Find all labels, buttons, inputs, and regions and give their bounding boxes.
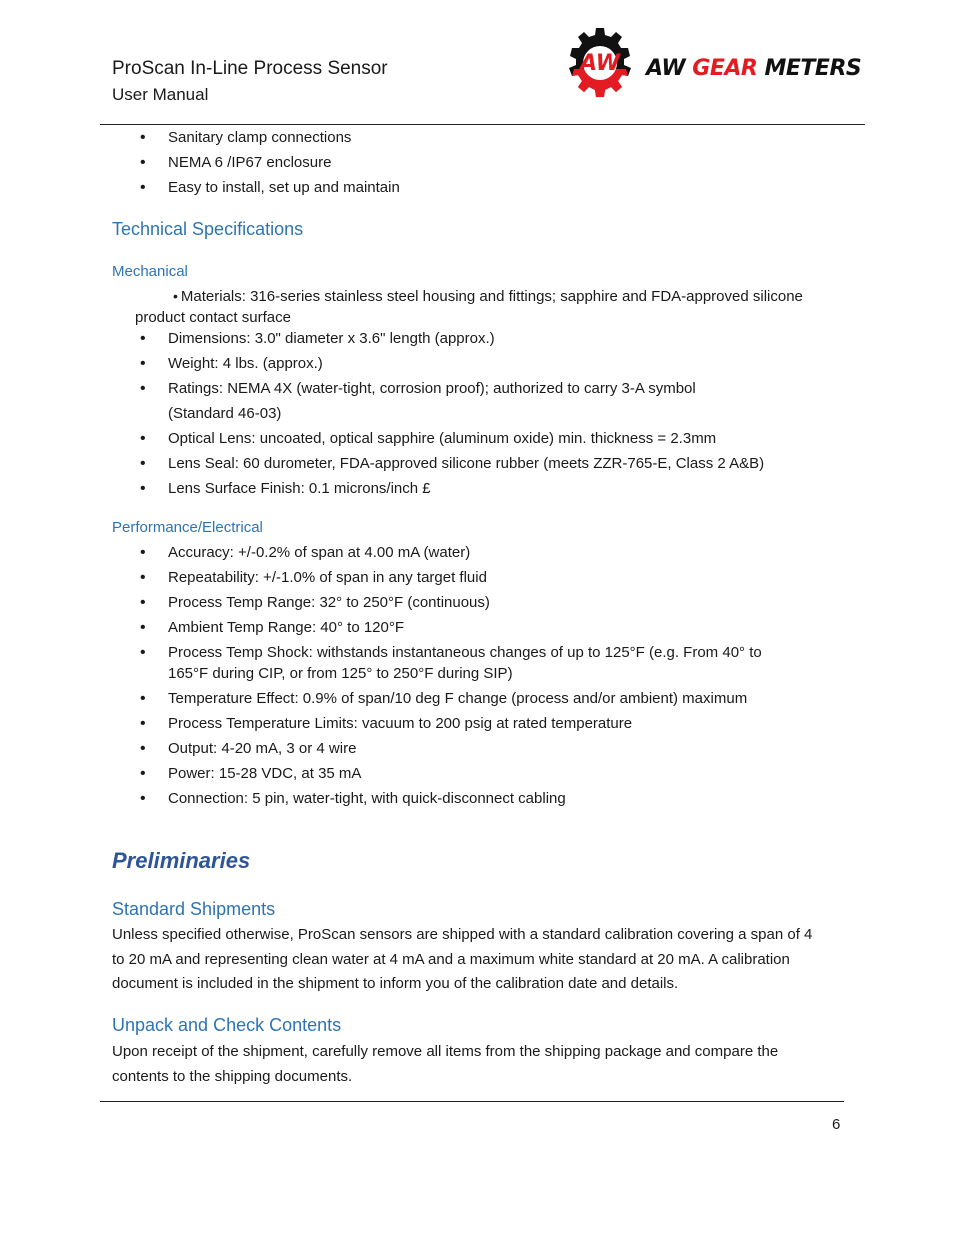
list-item: • Easy to install, set up and maintain bbox=[140, 175, 400, 200]
unpack-text bbox=[112, 1040, 852, 1089]
list-item: • Ambient Temp Range: 40° to 120°F bbox=[140, 615, 762, 640]
ratings-line-2: (Standard 46-03) bbox=[168, 405, 282, 422]
list-item bbox=[140, 376, 764, 426]
ratings-line-1: Ratings: NEMA 4X (water-tight, corrosion proof); authorized to carry 3-A symbol bbox=[168, 380, 696, 397]
list-item: • NEMA 6 /IP67 enclosure bbox=[140, 150, 400, 175]
temp-shock-line-1: Process Temp Shock: withstands instantaneous changes of up to 125°F (e.g. From 40° to bbox=[168, 644, 762, 661]
tech-specs-heading: Technical Specifications bbox=[112, 219, 304, 239]
list-item bbox=[140, 640, 762, 686]
header-title: ProScan In-Line Process Sensor bbox=[112, 58, 388, 79]
paragraph-line: to 20 mA and representing clean water at 4 mA and a maximum white standard at 20 mA. A calibration bbox=[112, 950, 790, 968]
list-item: • Lens Seal: 60 durometer, FDA-approved silicone rubber (meets ZZR-765-E, Class 2 A&B) bbox=[140, 451, 764, 476]
list-item: • Output: 4-20 mA, 3 or 4 wire bbox=[140, 736, 762, 761]
standard-shipments-text bbox=[112, 923, 852, 997]
temp-shock-line-2: 165°F during CIP, or from 125° to 250°F during SIP) bbox=[168, 665, 513, 682]
list-item: • Optical Lens: uncoated, optical sapphire (aluminum oxide) min. thickness = 2.3mm bbox=[140, 426, 764, 451]
standard-shipments-heading: Standard Shipments bbox=[112, 899, 276, 919]
feature-list bbox=[140, 125, 400, 200]
mechanical-heading: Mechanical bbox=[112, 263, 188, 280]
svg-text:AW: AW bbox=[579, 51, 621, 76]
list-item: • Dimensions: 3.0" diameter x 3.6" length (approx.) bbox=[140, 326, 764, 351]
materials-line-1: Materials: 316-series stainless steel housing and fittings; sapphire and FDA-approved silicone bbox=[180, 288, 803, 305]
unpack-heading: Unpack and Check Contents bbox=[112, 1015, 342, 1035]
list-item: • Weight: 4 lbs. (approx.) bbox=[140, 351, 764, 376]
materials-line-2: product contact surface bbox=[135, 309, 291, 326]
paragraph-line: document is included in the shipment to inform you of the calibration date and details. bbox=[112, 975, 679, 992]
logo-aw: AW bbox=[646, 56, 686, 81]
preliminaries-heading: Preliminaries bbox=[112, 848, 251, 873]
paragraph-line: contents to the shipping documents. bbox=[112, 1067, 353, 1085]
list-item: • Sanitary clamp connections bbox=[140, 125, 400, 150]
performance-heading: Performance/Electrical bbox=[112, 519, 263, 536]
logo-meters: METERS bbox=[764, 56, 862, 81]
logo-gear: GEAR bbox=[692, 56, 758, 81]
list-item: • Lens Surface Finish: 0.1 microns/inch £ bbox=[140, 476, 764, 501]
performance-list bbox=[140, 540, 762, 811]
footer-divider bbox=[100, 1101, 844, 1102]
list-item: • Repeatability: +/-1.0% of span in any target fluid bbox=[140, 565, 762, 590]
logo-wordmark bbox=[646, 56, 861, 81]
materials-item bbox=[135, 286, 855, 328]
gear-aw-logo-icon bbox=[562, 26, 642, 102]
list-item: • Connection: 5 pin, water-tight, with quick-disconnect cabling bbox=[140, 786, 762, 811]
list-item: • Temperature Effect: 0.9% of span/10 deg F change (process and/or ambient) maximum bbox=[140, 686, 762, 711]
mechanical-list bbox=[140, 326, 764, 501]
bullet-icon: • bbox=[173, 288, 178, 304]
list-item: • Process Temp Range: 32° to 250°F (continuous) bbox=[140, 590, 762, 615]
header-subtitle: User Manual bbox=[112, 85, 209, 104]
paragraph-line: Upon receipt of the shipment, carefully remove all items from the shipping package and compare the bbox=[112, 1043, 779, 1060]
list-item: • Power: 15-28 VDC, at 35 mA bbox=[140, 761, 762, 786]
company-logo bbox=[562, 26, 862, 102]
page-number: 6 bbox=[832, 1116, 841, 1133]
list-item: • Process Temperature Limits: vacuum to 200 psig at rated temperature bbox=[140, 711, 762, 736]
list-item: • Accuracy: +/-0.2% of span at 4.00 mA (water) bbox=[140, 540, 762, 565]
paragraph-line: Unless specified otherwise, ProScan sensors are shipped with a standard calibration covering a span of 4 bbox=[112, 926, 813, 943]
